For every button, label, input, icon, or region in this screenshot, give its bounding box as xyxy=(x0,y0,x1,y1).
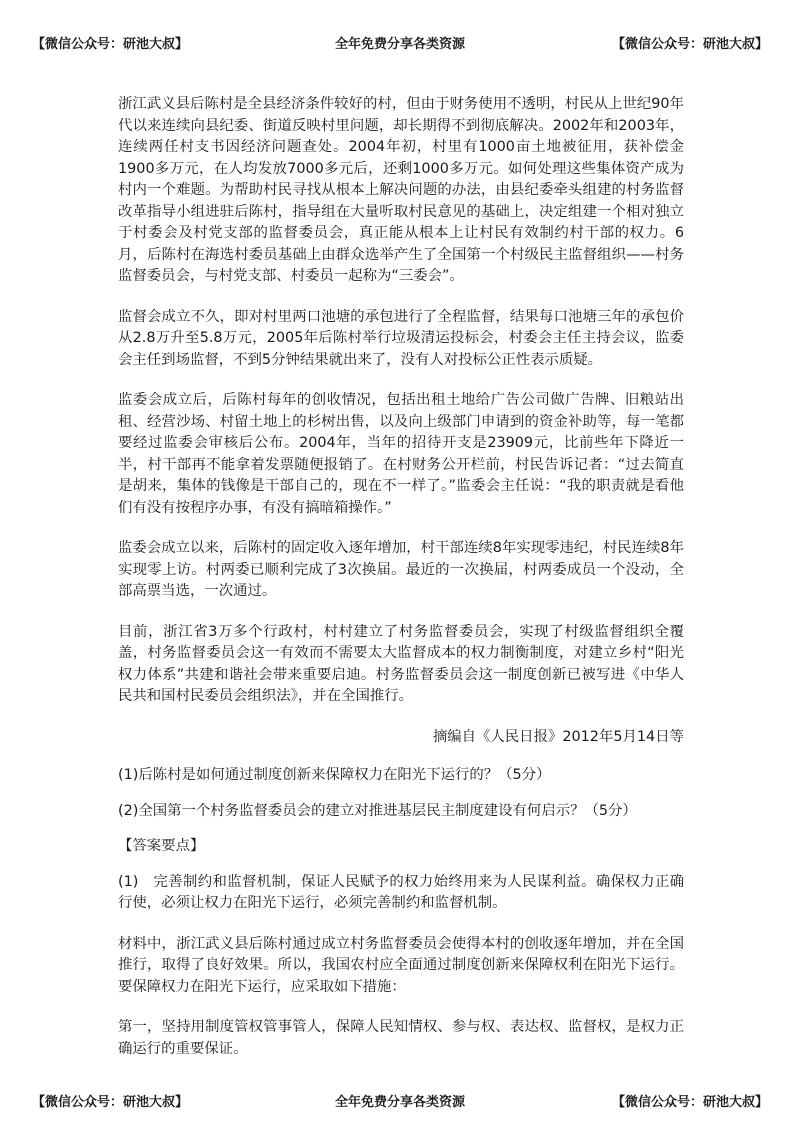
source-citation: 摘编自《人民日报》2012年5月14日等 xyxy=(432,728,684,745)
paragraph-1: 浙江武义县后陈村是全县经济条件较好的村，但由于财务使用不透明，村民从上世纪90年代以来连续向县纪委、街道反映村里问题，却长期得不到彻底解决。2002年和2003年，连续两任村支书因经济问题查处。2004年初，村里有1000亩土地被征用，获补偿金1900多万元，在人均发放7000多元后，还剩1000多万元。如何处理这些集体资产成为村内一个难题。为帮助村民寻找从根本上解决问题的办法，由县纪委牵头组建的村务监督改革指导小组进驻后陈村，指导组在大量听取村民意见的基础上，决定组建一个相对独立于村委会及村党支部的监督委员会，真正能从根本上让村民有效制约村干部的权力。6月，后陈村在海选村委员基础上由群众选举产生了全国第一个村级民主监督组织——村务监督委员会，与村党支部、村委员一起称为“三委会”。 xyxy=(118,96,684,284)
page-header xyxy=(32,30,768,54)
question-1: (1)后陈村是如何通过制度创新来保障权力在阳光下运行的？（5分） xyxy=(118,767,551,783)
header-right-text: 【微信公众号：研池大叔】 xyxy=(611,36,768,52)
footer-right-text: 【微信公众号：研池大叔】 xyxy=(611,1094,768,1110)
paragraph-3: 监委会成立后，后陈村每年的创收情况，包括出租土地给广告公司做广告牌、旧粮站出租、经营沙场、村留土地上的杉树出售，以及向上级部门申请到的资金补助等，每一笔都要经过监委会审核后公布。2004年，当年的招待开支是23909元，比前些年下降近一半，村干部再不能拿着发票随便报销了。在村财务公开栏前，村民告诉记者：“过去简直是胡来，集体的钱像是干部自己的，现在不一样了。”监委会主任说：“我的职责就是看他们有没有按程序办事，有没有搞暗箱操作。” xyxy=(118,392,684,516)
answer-2: 材料中，浙江武义县后陈村通过成立村务监督委员会使得本村的创收逐年增加，并在全国推行，取得了良好效果。所以，我国农村应全面通过制度创新来保障权利在阳光下运行。要保障权力在阳光下运行，应采取如下措施： xyxy=(118,935,684,995)
answer-1: (1) 完善制约和监督机制，保证人民赋予的权力始终用来为人民谋利益。确保权力正确行使，必须让权力在阳光下运行，必须完善制约和监督机制。 xyxy=(118,873,684,911)
page-footer xyxy=(32,1088,768,1112)
document-body xyxy=(118,94,684,1079)
paragraph-4: 监委会成立以来，后陈村的固定收入逐年增加，村干部连续8年实现零违纪，村民连续8年实现零上访。村两委已顺利完成了3次换届。最近的一次换届，村两委成员一个没动，全部高票当选，一次通过。 xyxy=(118,540,684,599)
footer-center-text: 全年免费分享各类资源 xyxy=(334,1094,465,1110)
header-left-text: 【微信公众号：研池大叔】 xyxy=(32,36,189,52)
answer-heading: 【答案要点】 xyxy=(118,838,205,854)
question-2: (2)全国第一个村务监督委员会的建立对推进基层民主制度建设有何启示？（5分） xyxy=(118,802,637,819)
footer-left-text: 【微信公众号：研池大叔】 xyxy=(32,1094,189,1110)
header-center-text: 全年免费分享各类资源 xyxy=(334,36,465,52)
answer-3: 第一，坚持用制度管权管事管人，保障人民知情权、参与权、表达权、监督权，是权力正确运行的重要保证。 xyxy=(118,1019,684,1057)
paragraph-5: 目前，浙江省3万多个行政村，村村建立了村务监督委员会，实现了村级监督组织全覆盖，村务监督委员会这一有效而不需要太大监督成本的权力制衡制度，对建立乡村“阳光权力体系”共建和谐社会带来重要启迪。村务监督委员会这一制度创新已被写进《中华人民共和国村民委员会组织法》，并在全国推行。 xyxy=(118,623,684,704)
paragraph-2: 监督会成立不久，即对村里两口池塘的承包进行了全程监督，结果每口池塘三年的承包价从2.8万升至5.8万元，2005年后陈村举行垃圾清运投标会，村委会主任主持会议，监委会主任到场监督，不到5分钟结果就出来了，没有人对投标公正性表示质疑。 xyxy=(118,308,684,368)
